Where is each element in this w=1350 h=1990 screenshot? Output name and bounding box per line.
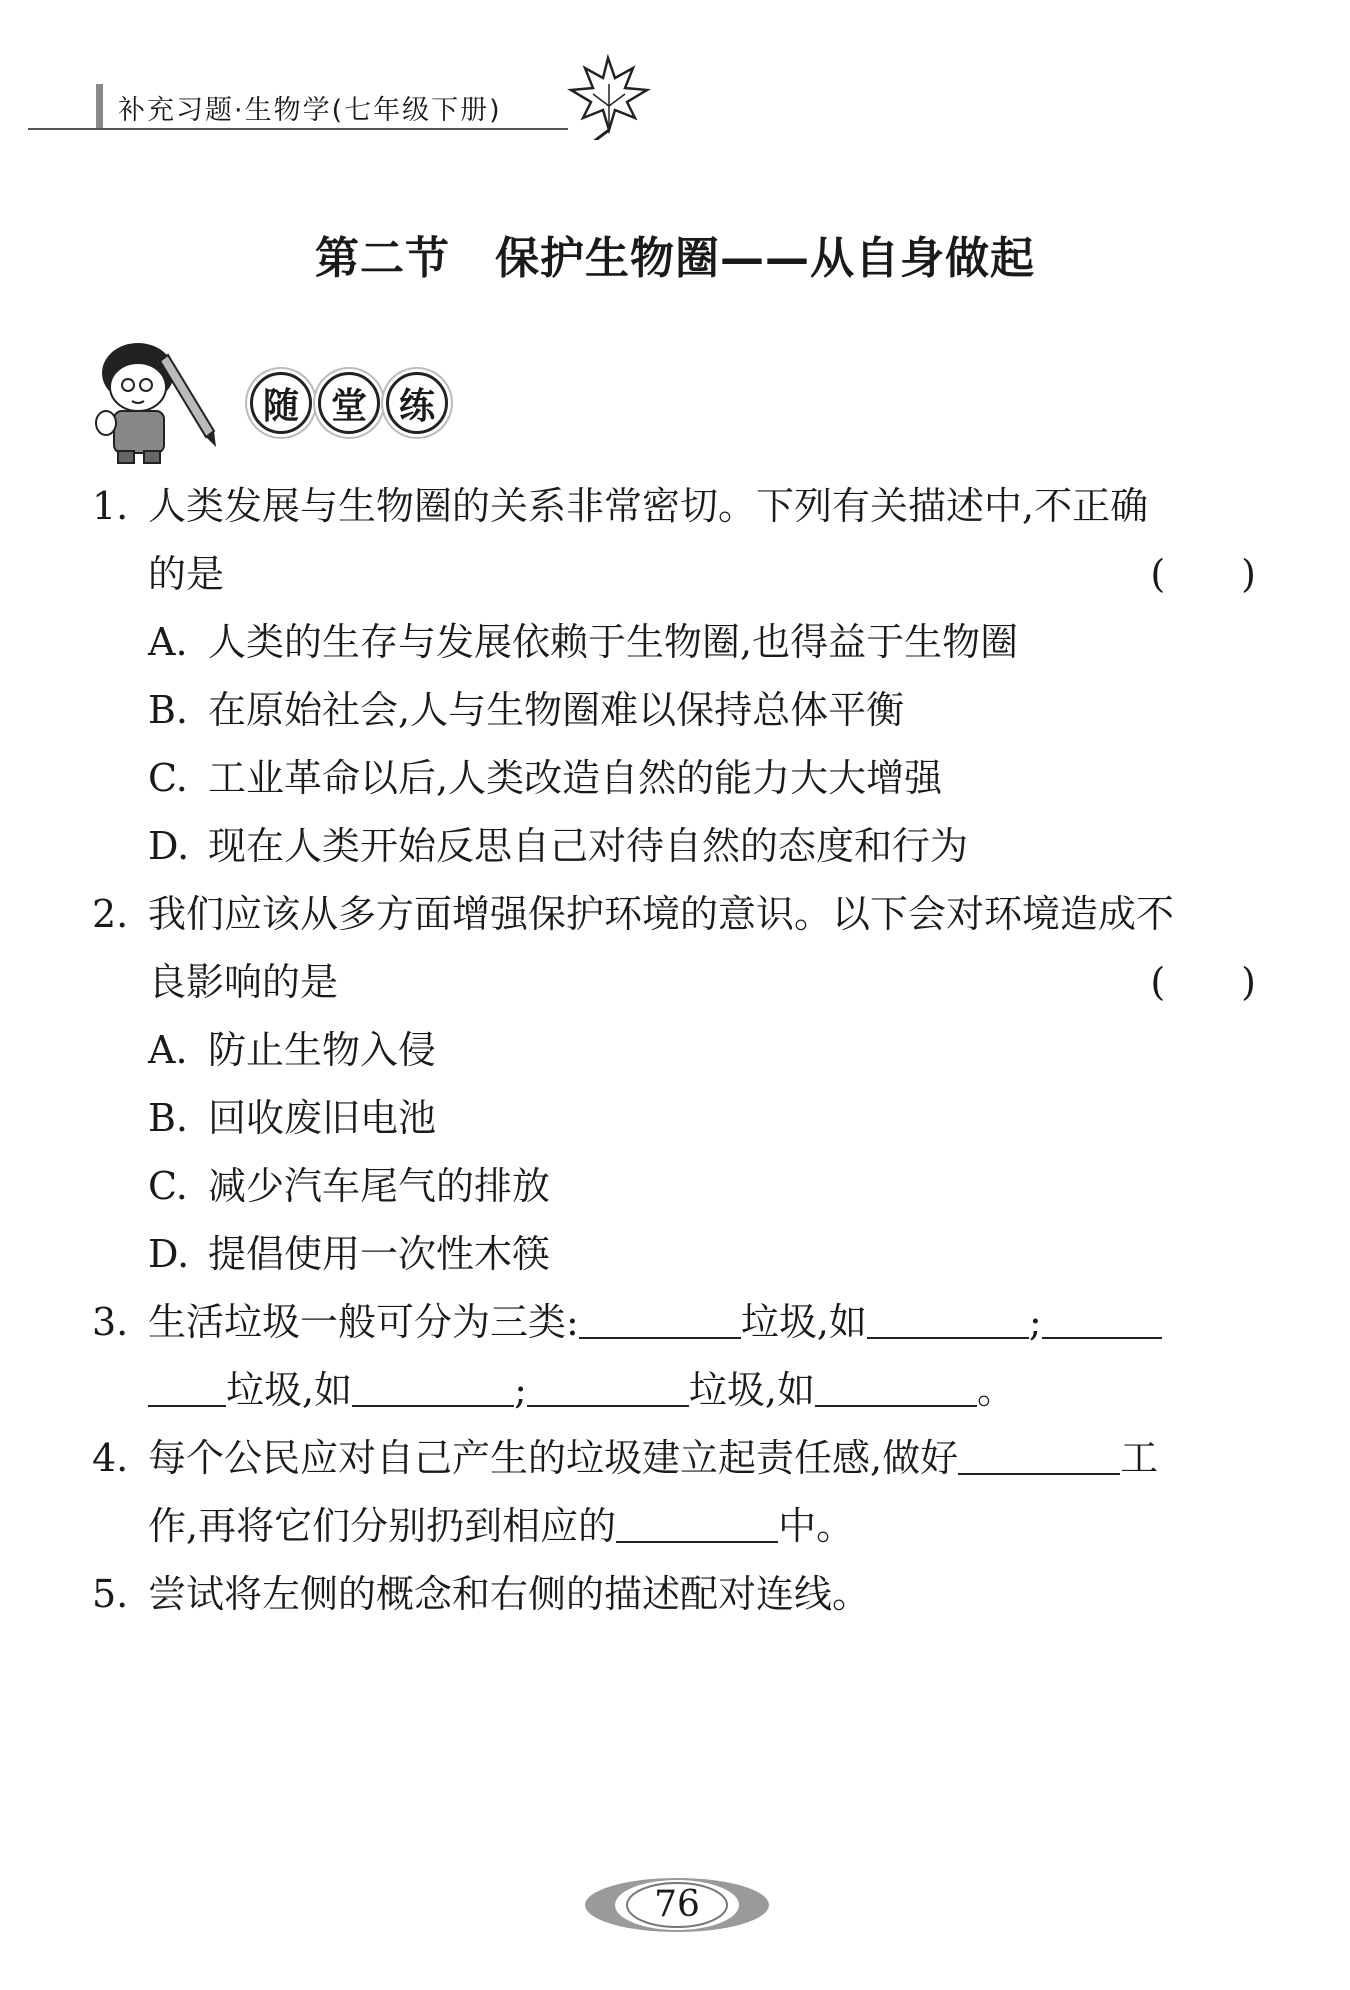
page-header [28, 50, 648, 130]
option-c: C. 工业革命以后,人类改造自然的能力大大增强 [148, 756, 943, 800]
fill-blank[interactable] [815, 1361, 977, 1407]
fill-blank[interactable] [148, 1361, 226, 1407]
question-1 [92, 472, 1262, 540]
option-b: B. 回收废旧电池 [148, 1096, 437, 1140]
question-3: 3. 生活垃圾一般可分为三类: 垃圾,如 ; [92, 1288, 1262, 1356]
question-2 [92, 880, 1262, 948]
question-text: 我们应该从多方面增强保护环境的意识。以下会对环境造成不 [148, 892, 1175, 936]
badge-char: 堂 [318, 372, 380, 434]
question-number: 5. [92, 1572, 129, 1616]
maple-leaf-icon [563, 50, 653, 140]
option-a: A. 防止生物入侵 [148, 1028, 437, 1072]
fill-blank[interactable] [579, 1293, 741, 1339]
question-number: 1. [92, 484, 129, 528]
badge-char: 练 [386, 372, 448, 434]
fill-blank[interactable] [1042, 1293, 1162, 1339]
student-mascot-icon [88, 335, 223, 465]
question-2-cont [92, 948, 1262, 1016]
option-d: D. 现在人类开始反思自己对待自然的态度和行为 [148, 824, 969, 868]
fill-blank[interactable] [527, 1361, 689, 1407]
answer-bracket[interactable]: ( ) [1150, 960, 1256, 1004]
section-title: 第二节 保护生物圈——从自身做起 [315, 233, 1035, 284]
question-4-cont: 作,再将它们分别扔到相应的 中。 [92, 1492, 1262, 1560]
header-bar [96, 84, 103, 130]
fill-blank[interactable] [958, 1429, 1120, 1475]
fill-blank[interactable] [867, 1293, 1029, 1339]
question-list [92, 472, 1262, 1628]
question-number: 3. [92, 1300, 129, 1344]
question-number: 2. [92, 892, 129, 936]
option-d: D. 提倡使用一次性木筷 [148, 1232, 551, 1276]
question-text: 尝试将左侧的概念和右侧的描述配对连线。 [148, 1572, 871, 1616]
question-text: 良影响的是 [148, 960, 339, 1004]
header-rule [28, 128, 568, 130]
question-1-cont [92, 540, 1262, 608]
question-3-cont: 垃圾,如 ; 垃圾,如 。 [92, 1356, 1262, 1424]
option-a: A. 人类的生存与发展依赖于生物圈,也得益于生物圈 [148, 620, 1019, 664]
badge-char: 随 [250, 372, 312, 434]
fill-blank[interactable] [616, 1497, 778, 1543]
fill-blank[interactable] [352, 1361, 514, 1407]
book-title: 补充习题·生物学(七年级下册) [118, 95, 502, 126]
question-text: 人类发展与生物圈的关系非常密切。下列有关描述中,不正确 [148, 484, 1149, 528]
section-badges [250, 372, 448, 434]
page-number: 76 [654, 1884, 700, 1925]
answer-bracket[interactable]: ( ) [1150, 552, 1256, 596]
page-footer [582, 1875, 772, 1935]
question-number: 4. [92, 1436, 129, 1480]
question-text: 的是 [148, 552, 225, 596]
question-5 [92, 1560, 1262, 1628]
option-b: B. 在原始社会,人与生物圈难以保持总体平衡 [148, 688, 905, 732]
option-c: C. 减少汽车尾气的排放 [148, 1164, 551, 1208]
question-4: 4. 每个公民应对自己产生的垃圾建立起责任感,做好 工 [92, 1424, 1262, 1492]
